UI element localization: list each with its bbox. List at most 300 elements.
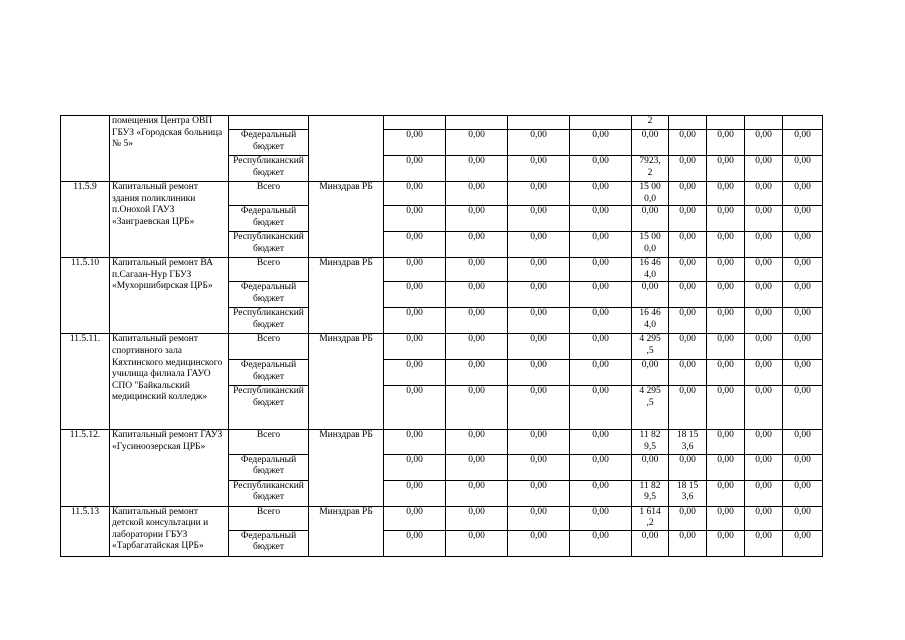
value-text: 0,00 [794, 130, 811, 140]
value-cell [384, 430, 446, 454]
value-text: 0,00 [641, 282, 659, 293]
value-text: 0,00 [468, 156, 485, 166]
funding-source [229, 156, 309, 182]
value-cell [632, 116, 669, 130]
value-cell [707, 454, 745, 480]
value-text: 0,00 [592, 454, 609, 465]
value-text: 0,00 [406, 282, 423, 293]
value-cell [508, 480, 570, 506]
value-text: 0,00 [755, 156, 772, 166]
value-text: 0,00 [755, 506, 772, 517]
item-number: 11.5.12. [61, 430, 110, 506]
value-cell [632, 530, 669, 556]
value-cell [508, 232, 570, 258]
value-text: 0,00 [679, 334, 696, 345]
funding-source-label: Всего [256, 182, 281, 192]
value-cell [446, 334, 508, 360]
value-text: 0,00 [794, 530, 811, 541]
value-text: 0,00 [717, 308, 734, 319]
value-cell [570, 258, 632, 282]
value-cell [570, 232, 632, 258]
value-text: 0,00 [468, 506, 485, 517]
value-text: 0,00 [717, 130, 734, 140]
funding-source-label: Федеральный бюджет [240, 130, 297, 152]
funding-source [229, 182, 309, 206]
value-cell [707, 530, 745, 556]
table-row [61, 258, 823, 282]
value-text: 18 15 3,6 [676, 480, 699, 503]
value-cell [508, 258, 570, 282]
value-text: 0,00 [468, 386, 485, 397]
value-cell [745, 506, 783, 530]
value-cell [570, 386, 632, 430]
table-row [61, 430, 823, 454]
value-text: 0,00 [468, 530, 485, 541]
value-cell [632, 156, 669, 182]
funding-source-label: Всего [256, 506, 281, 517]
value-cell [508, 308, 570, 334]
value-text: 0,00 [530, 282, 547, 293]
value-cell [669, 386, 707, 430]
value-cell [632, 386, 669, 430]
value-text: 0,00 [468, 258, 485, 269]
value-cell [745, 232, 783, 258]
value-cell [384, 282, 446, 308]
value-cell [570, 454, 632, 480]
value-cell [446, 308, 508, 334]
item-number [61, 116, 110, 182]
value-text: 0,00 [717, 156, 734, 166]
value-cell [446, 360, 508, 386]
value-text: 0,00 [592, 282, 609, 293]
value-text: 0,00 [530, 308, 547, 319]
value-text: 0,00 [717, 386, 734, 397]
value-text: 0,00 [592, 308, 609, 319]
value-text: 0,00 [592, 258, 609, 269]
value-cell [570, 506, 632, 530]
value-cell [783, 116, 823, 130]
value-text: 0,00 [592, 130, 609, 140]
value-text: 0,00 [679, 386, 696, 397]
value-text: 0,00 [592, 206, 609, 217]
value-text: 4 295 ,5 [639, 386, 661, 408]
value-cell [508, 156, 570, 182]
value-cell [707, 258, 745, 282]
value-cell [508, 116, 570, 130]
value-cell [632, 454, 669, 480]
value-cell [669, 308, 707, 334]
value-cell [384, 182, 446, 206]
value-text: 0,00 [794, 386, 811, 397]
item-number: 11.5.9 [61, 182, 110, 258]
value-cell [384, 360, 446, 386]
value-cell [669, 360, 707, 386]
funding-source [229, 360, 309, 386]
value-cell [446, 116, 508, 130]
funding-source [229, 130, 309, 156]
funding-source-label: Федеральный бюджет [240, 206, 297, 228]
value-text: 0,00 [641, 530, 659, 541]
value-text: 4 295 ,5 [639, 334, 661, 356]
value-text: 0,00 [530, 530, 547, 541]
value-cell [632, 506, 669, 530]
value-cell [570, 480, 632, 506]
value-cell [446, 454, 508, 480]
value-cell [783, 206, 823, 232]
value-text: 0,00 [468, 130, 485, 140]
value-cell [570, 282, 632, 308]
value-cell [384, 258, 446, 282]
value-cell [632, 232, 669, 258]
value-cell [632, 480, 669, 506]
table-row [61, 182, 823, 206]
value-text: 0,00 [406, 232, 423, 243]
funding-source [229, 308, 309, 334]
value-text: 0,00 [592, 480, 609, 491]
value-text: 0,00 [794, 506, 811, 517]
value-text: 11 82 9,5 [639, 480, 661, 503]
value-text: 0,00 [468, 454, 485, 465]
value-text: 0,00 [717, 258, 734, 269]
value-cell [707, 156, 745, 182]
funding-source [229, 386, 309, 430]
funding-source [229, 334, 309, 360]
value-cell [669, 130, 707, 156]
value-cell [669, 232, 707, 258]
value-text: 0,00 [755, 258, 772, 269]
value-text: 0,00 [406, 530, 423, 541]
value-text: 0,00 [592, 506, 609, 517]
value-cell [384, 506, 446, 530]
value-text: 0,00 [794, 206, 811, 217]
value-cell [745, 454, 783, 480]
value-cell [570, 182, 632, 206]
value-text: 0,00 [755, 430, 772, 441]
value-cell [508, 130, 570, 156]
value-cell [783, 232, 823, 258]
value-text: 0,00 [406, 308, 423, 319]
value-text: 0,00 [406, 206, 423, 217]
value-text: 0,00 [592, 530, 609, 541]
budget-table [60, 115, 823, 557]
value-text: 0,00 [592, 386, 609, 397]
value-cell [384, 156, 446, 182]
value-text: 0,00 [641, 206, 659, 217]
value-text: 0,00 [530, 360, 547, 371]
table-row [61, 334, 823, 360]
value-cell [446, 130, 508, 156]
value-text: 0,00 [468, 480, 485, 491]
value-text: 0,00 [530, 430, 547, 441]
value-text: 0,00 [755, 182, 772, 192]
value-text: 16 46 4,0 [639, 258, 661, 280]
value-text: 0,00 [468, 182, 485, 192]
value-cell [707, 206, 745, 232]
value-text: 0,00 [717, 334, 734, 345]
funding-source-label: Республиканский бюджет [233, 308, 304, 330]
value-cell [446, 480, 508, 506]
value-cell [669, 506, 707, 530]
value-cell [508, 334, 570, 360]
value-cell [707, 430, 745, 454]
value-cell [570, 530, 632, 556]
value-text: 0,00 [679, 308, 696, 319]
value-text: 0,00 [755, 282, 772, 293]
value-cell [707, 360, 745, 386]
value-cell [783, 258, 823, 282]
item-name: помещения Центра ОВП ГБУЗ «Городская больница № 5» [110, 116, 229, 182]
value-text: 0,00 [755, 454, 772, 465]
value-cell [783, 480, 823, 506]
value-text: 0,00 [406, 182, 423, 192]
funding-source-label: Федеральный бюджет [240, 282, 297, 304]
value-text: 0,00 [755, 130, 772, 140]
value-cell [570, 156, 632, 182]
value-cell [446, 232, 508, 258]
value-text: 0,00 [679, 182, 696, 192]
value-text: 0,00 [530, 454, 547, 465]
value-text: 0,00 [468, 282, 485, 293]
value-cell [508, 282, 570, 308]
value-cell [783, 282, 823, 308]
funding-source-label: Всего [256, 258, 281, 269]
funding-source [229, 206, 309, 232]
value-cell [707, 282, 745, 308]
value-text: 0,00 [794, 258, 811, 269]
value-text: 0,00 [679, 530, 696, 541]
value-cell [508, 430, 570, 454]
value-cell [707, 480, 745, 506]
value-cell [570, 116, 632, 130]
item-name: Капитальный ремонт ГАУЗ «Гусиноозерская ЦРБ» [110, 430, 229, 506]
value-cell [632, 282, 669, 308]
value-cell [783, 506, 823, 530]
value-text: 0,00 [468, 206, 485, 217]
executor: Минздрав РБ [309, 182, 384, 258]
value-text: 0,00 [406, 386, 423, 397]
value-text: 0,00 [406, 334, 423, 345]
value-text: 0,00 [679, 156, 696, 166]
value-cell [783, 308, 823, 334]
value-cell [783, 334, 823, 360]
value-cell [570, 360, 632, 386]
funding-source [229, 530, 309, 556]
value-cell [669, 480, 707, 506]
value-cell [384, 386, 446, 430]
value-text: 0,00 [755, 334, 772, 345]
value-cell [508, 206, 570, 232]
value-text: 0,00 [406, 360, 423, 371]
funding-source [229, 506, 309, 530]
value-cell [508, 360, 570, 386]
funding-source [229, 430, 309, 454]
value-cell [745, 334, 783, 360]
value-text: 11 82 9,5 [639, 430, 661, 452]
value-text: 0,00 [530, 480, 547, 491]
item-number: 11.5.13 [61, 506, 110, 556]
value-cell [384, 334, 446, 360]
value-cell [632, 206, 669, 232]
funding-source-label: Республиканский бюджет [233, 480, 304, 503]
value-cell [783, 430, 823, 454]
value-cell [783, 130, 823, 156]
funding-source-label: Федеральный бюджет [240, 360, 297, 382]
value-cell [707, 386, 745, 430]
value-cell [384, 308, 446, 334]
value-text: 0,00 [717, 506, 734, 517]
value-text: 0,00 [794, 430, 811, 441]
value-text: 0,00 [794, 182, 811, 192]
funding-source [229, 232, 309, 258]
value-text: 0,00 [641, 454, 659, 465]
value-cell [632, 334, 669, 360]
funding-source [229, 116, 309, 130]
value-text: 0,00 [468, 232, 485, 243]
value-text: 0,00 [755, 308, 772, 319]
funding-source-label: Всего [256, 430, 281, 441]
value-text: 0,00 [794, 308, 811, 319]
value-cell [570, 334, 632, 360]
value-cell [745, 360, 783, 386]
value-text: 0,00 [592, 182, 609, 192]
item-name: Капитальный ремонт спортивного зала Кяхтинского медицинского училища филиала ГАУО СПО "Байкальский медицинский колледж» [110, 334, 229, 430]
value-cell [446, 506, 508, 530]
value-cell [508, 182, 570, 206]
value-cell [669, 182, 707, 206]
value-cell [783, 360, 823, 386]
funding-source [229, 282, 309, 308]
value-cell [783, 182, 823, 206]
funding-source [229, 454, 309, 480]
value-text: 0,00 [468, 430, 485, 441]
value-text: 0,00 [755, 386, 772, 397]
value-text: 0,00 [468, 308, 485, 319]
value-cell [570, 130, 632, 156]
value-text: 0,00 [717, 530, 734, 541]
value-text: 0,00 [592, 430, 609, 441]
value-text: 0,00 [530, 182, 547, 192]
value-text: 7923, 2 [639, 156, 661, 178]
value-cell [707, 130, 745, 156]
value-text: 2 [647, 116, 653, 126]
value-text: 0,00 [530, 156, 547, 166]
value-text: 0,00 [530, 258, 547, 269]
value-cell [745, 116, 783, 130]
item-name: Капитальный ремонт ВА п.Сагаан-Нур ГБУЗ «Мухоршибирская ЦРБ» [110, 258, 229, 334]
value-text: 0,00 [406, 480, 423, 491]
value-text: 0,00 [717, 480, 734, 491]
value-text: 0,00 [679, 506, 696, 517]
value-text: 0,00 [406, 258, 423, 269]
value-text: 0,00 [717, 360, 734, 371]
value-text: 0,00 [717, 206, 734, 217]
value-text: 0,00 [755, 360, 772, 371]
value-cell [384, 206, 446, 232]
value-text: 0,00 [679, 130, 696, 140]
value-cell [783, 386, 823, 430]
value-text: 0,00 [468, 360, 485, 371]
value-cell [632, 258, 669, 282]
value-cell [508, 506, 570, 530]
value-cell [446, 530, 508, 556]
item-number: 11.5.10 [61, 258, 110, 334]
table-row [61, 116, 823, 130]
value-text: 0,00 [755, 232, 772, 243]
value-text: 0,00 [406, 430, 423, 441]
value-text: 0,00 [530, 130, 547, 140]
value-cell [745, 282, 783, 308]
value-text: 0,00 [794, 282, 811, 293]
value-text: 0,00 [679, 454, 696, 465]
value-text: 0,00 [794, 454, 811, 465]
value-text: 0,00 [406, 130, 423, 140]
value-cell [669, 282, 707, 308]
value-cell [707, 334, 745, 360]
value-text: 0,00 [717, 182, 734, 192]
value-cell [446, 182, 508, 206]
value-cell [745, 430, 783, 454]
value-text: 15 00 0,0 [639, 232, 661, 254]
value-cell [669, 206, 707, 232]
value-cell [745, 258, 783, 282]
funding-source-label: Республиканский бюджет [233, 156, 304, 178]
funding-source-label: Республиканский бюджет [233, 386, 304, 408]
value-cell [707, 116, 745, 130]
value-cell [745, 130, 783, 156]
executor: Минздрав РБ [309, 430, 384, 506]
funding-source-label: Федеральный бюджет [240, 530, 297, 553]
value-text: 0,00 [679, 258, 696, 269]
value-cell [707, 232, 745, 258]
value-cell [384, 454, 446, 480]
value-cell [669, 116, 707, 130]
value-text: 0,00 [679, 206, 696, 217]
value-cell [632, 308, 669, 334]
value-cell [745, 156, 783, 182]
value-text: 0,00 [468, 334, 485, 345]
executor: Минздрав РБ [309, 258, 384, 334]
value-cell [632, 130, 669, 156]
value-cell [669, 530, 707, 556]
value-cell [384, 130, 446, 156]
value-cell [384, 480, 446, 506]
value-text: 0,00 [717, 430, 734, 441]
value-cell [632, 182, 669, 206]
value-text: 0,00 [794, 334, 811, 345]
value-text: 0,00 [406, 156, 423, 166]
value-cell [446, 206, 508, 232]
value-cell [707, 308, 745, 334]
item-name: Капитальный ремонт здания поликлиники п.Онохой ГАУЗ «Заиграевская ЦРБ» [110, 182, 229, 258]
value-text: 0,00 [679, 360, 696, 371]
value-text: 1 614 ,2 [639, 506, 661, 529]
table-row [61, 506, 823, 530]
value-cell [783, 156, 823, 182]
funding-source [229, 258, 309, 282]
value-cell [446, 156, 508, 182]
value-text: 0,00 [530, 334, 547, 345]
value-text: 0,00 [406, 454, 423, 465]
value-cell [446, 430, 508, 454]
value-cell [707, 182, 745, 206]
value-text: 0,00 [592, 156, 609, 166]
funding-source-label: Федеральный бюджет [240, 454, 297, 477]
funding-source-label: Республиканский бюджет [233, 232, 304, 254]
executor: Минздрав РБ [309, 334, 384, 430]
value-cell [384, 530, 446, 556]
value-cell [384, 232, 446, 258]
value-text: 0,00 [794, 360, 811, 371]
